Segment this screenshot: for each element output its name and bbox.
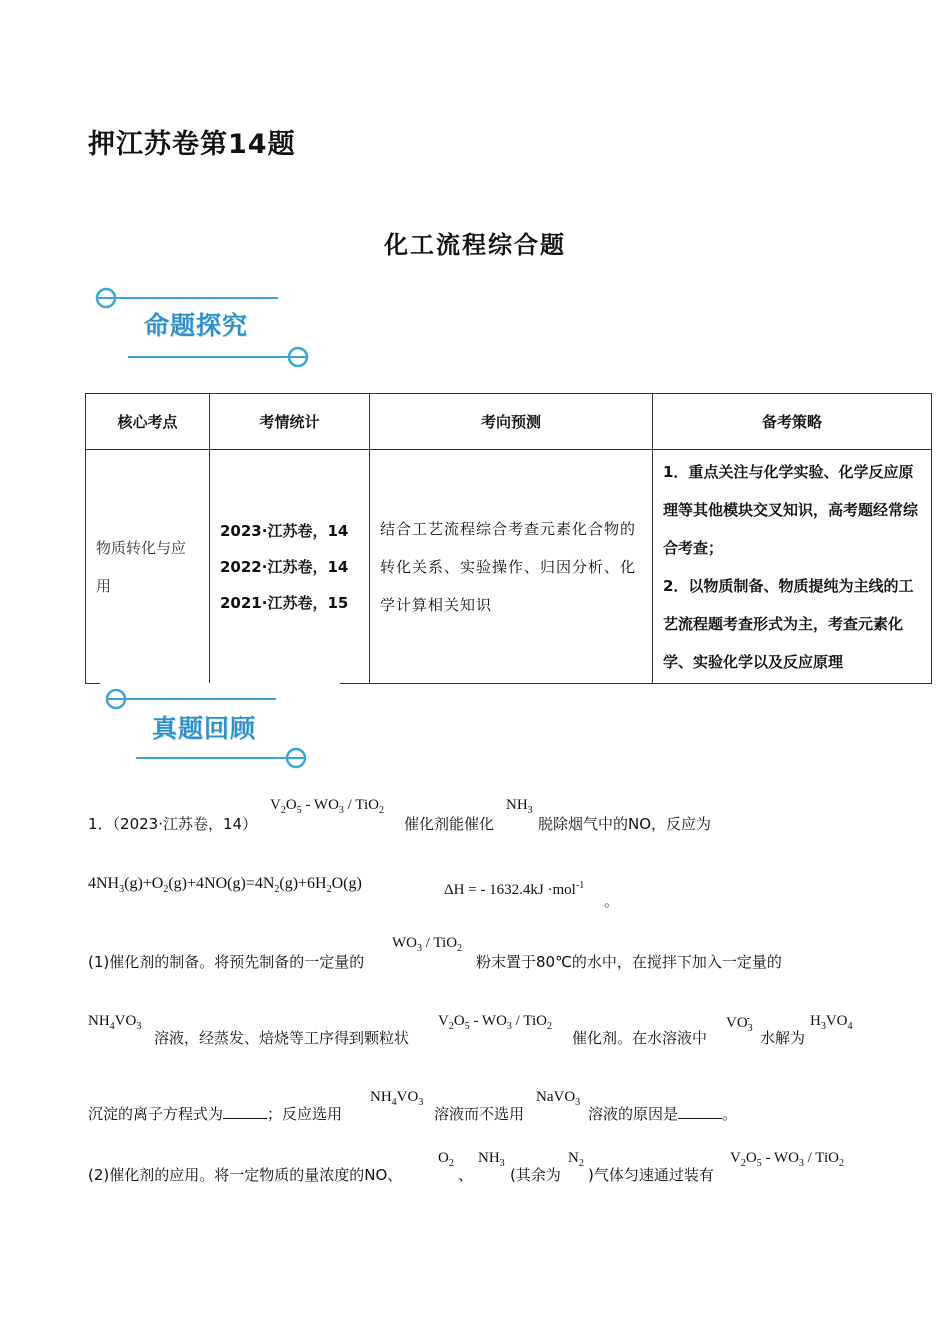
paragraph-4: (2)催化剂的应用。将一定物质的量浓度的NO、 [88,1166,403,1184]
paragraph-2: 溶液，经蒸发、焙烧等工序得到颗粒状 [154,1029,410,1047]
formula-nh4vo3: $NH_4VO_3$ [370,1089,424,1108]
paragraph-4-cont: (其余为 [510,1166,561,1184]
formula-o2: $O_2$ [438,1150,454,1169]
paragraph-3-text: ；反应选用 [267,1105,343,1123]
page-heading: 押江苏卷第14题 [88,129,296,160]
paragraph-3 [88,1103,342,1124]
separator: 、 [458,1166,474,1184]
paragraph-2-cont: 水解为 [760,1029,806,1047]
strategy-item: 1．重点关注与化学实验、化学反应原理等其他模块交叉知识，高考题经常综合考查； [663,462,919,557]
paragraph-1-cont: 粉末置于80℃的水中，在搅拌下加入一定量的 [476,953,782,971]
paragraph-2-cont: 催化剂。在水溶液中 [572,1029,708,1047]
strategy-item: 2．以物质制备、物质提纯为主线的工艺流程题考查形式为主，考查元素化学、实验化学以及反应原理 [663,576,914,671]
stat-line: 2022·江苏卷，14 [220,557,349,576]
header-prediction: 考向预测 [370,394,653,450]
banner-title: 真题回顾 [152,714,257,743]
cell-core-point: 物质转化与应用 [86,450,210,684]
paragraph-1: (1)催化剂的制备。将预先制备的一定量的 [88,953,365,971]
formula-h3vo4: $H_3VO_4$ [810,1013,853,1032]
exam-analysis-table [85,393,932,684]
cell-strategy [653,450,932,684]
answer-blank[interactable] [678,1104,722,1119]
formula-nh3: $NH_3$ [478,1150,505,1169]
paragraph-3-cont: 溶液而不选用 [434,1105,525,1123]
cell-stats [210,450,370,684]
paragraph-3-cont [588,1103,737,1124]
banner-review [100,683,340,773]
enthalpy-exponent: -1 [575,880,585,891]
banner-title: 命题探究 [144,311,249,340]
cell-prediction: 结合工艺流程综合考查元素化合物的转化关系、实验操作、归因分析、化学计算相关知识 [370,450,653,684]
header-core-point: 核心考点 [86,394,210,450]
question-text: 催化剂能催化 [404,815,495,833]
formula-nh4vo3: $NH_4VO_3$ [88,1013,142,1032]
enthalpy-change [444,880,584,899]
stat-line: 2021·江苏卷，15 [220,593,349,612]
reaction-equation: $4NH_3(g)+O_2(g)+4NO(g)=4N_2(g)+6H_2O(g)$ [88,875,362,896]
answer-blank[interactable] [223,1104,267,1119]
catalyst-formula: $V_2O_5 - WO_3 / TiO_2$ [730,1150,844,1169]
header-stats: 考情统计 [210,394,370,450]
paragraph-4-cont: )气体匀速通过装有 [588,1166,714,1184]
formula-n2: $N_2$ [568,1150,584,1169]
enthalpy-value: ΔH = - 1632.4kJ ·mol [444,882,576,898]
section-title: 化工流程综合题 [384,231,566,259]
formula-navo3: NaVO$_3$ [536,1089,581,1108]
banner-exploration [90,282,330,372]
paragraph-3-text: 。 [722,1105,738,1123]
punctuation: 。 [604,892,620,910]
formula-vo3-ion: $VO_3^-$ [726,1013,753,1034]
catalyst-formula: $V_2O_5 - WO_3 / TiO_2$ [270,797,384,816]
formula-wo3-tio2: $WO_3 / TiO_2$ [392,935,463,954]
paragraph-3-text: 沉淀的离子方程式为 [88,1105,224,1123]
question-number: 1．（2023·江苏卷，14） [88,815,258,833]
question-text: 脱除烟气中的NO，反应为 [538,815,712,833]
formula-nh3: $NH_3$ [506,797,533,816]
stat-line: 2023·江苏卷，14 [220,521,349,540]
paragraph-3-text: 溶液的原因是 [588,1105,679,1123]
header-strategy: 备考策略 [653,394,932,450]
catalyst-formula: $V_2O_5 - WO_3 / TiO_2$ [438,1013,552,1032]
